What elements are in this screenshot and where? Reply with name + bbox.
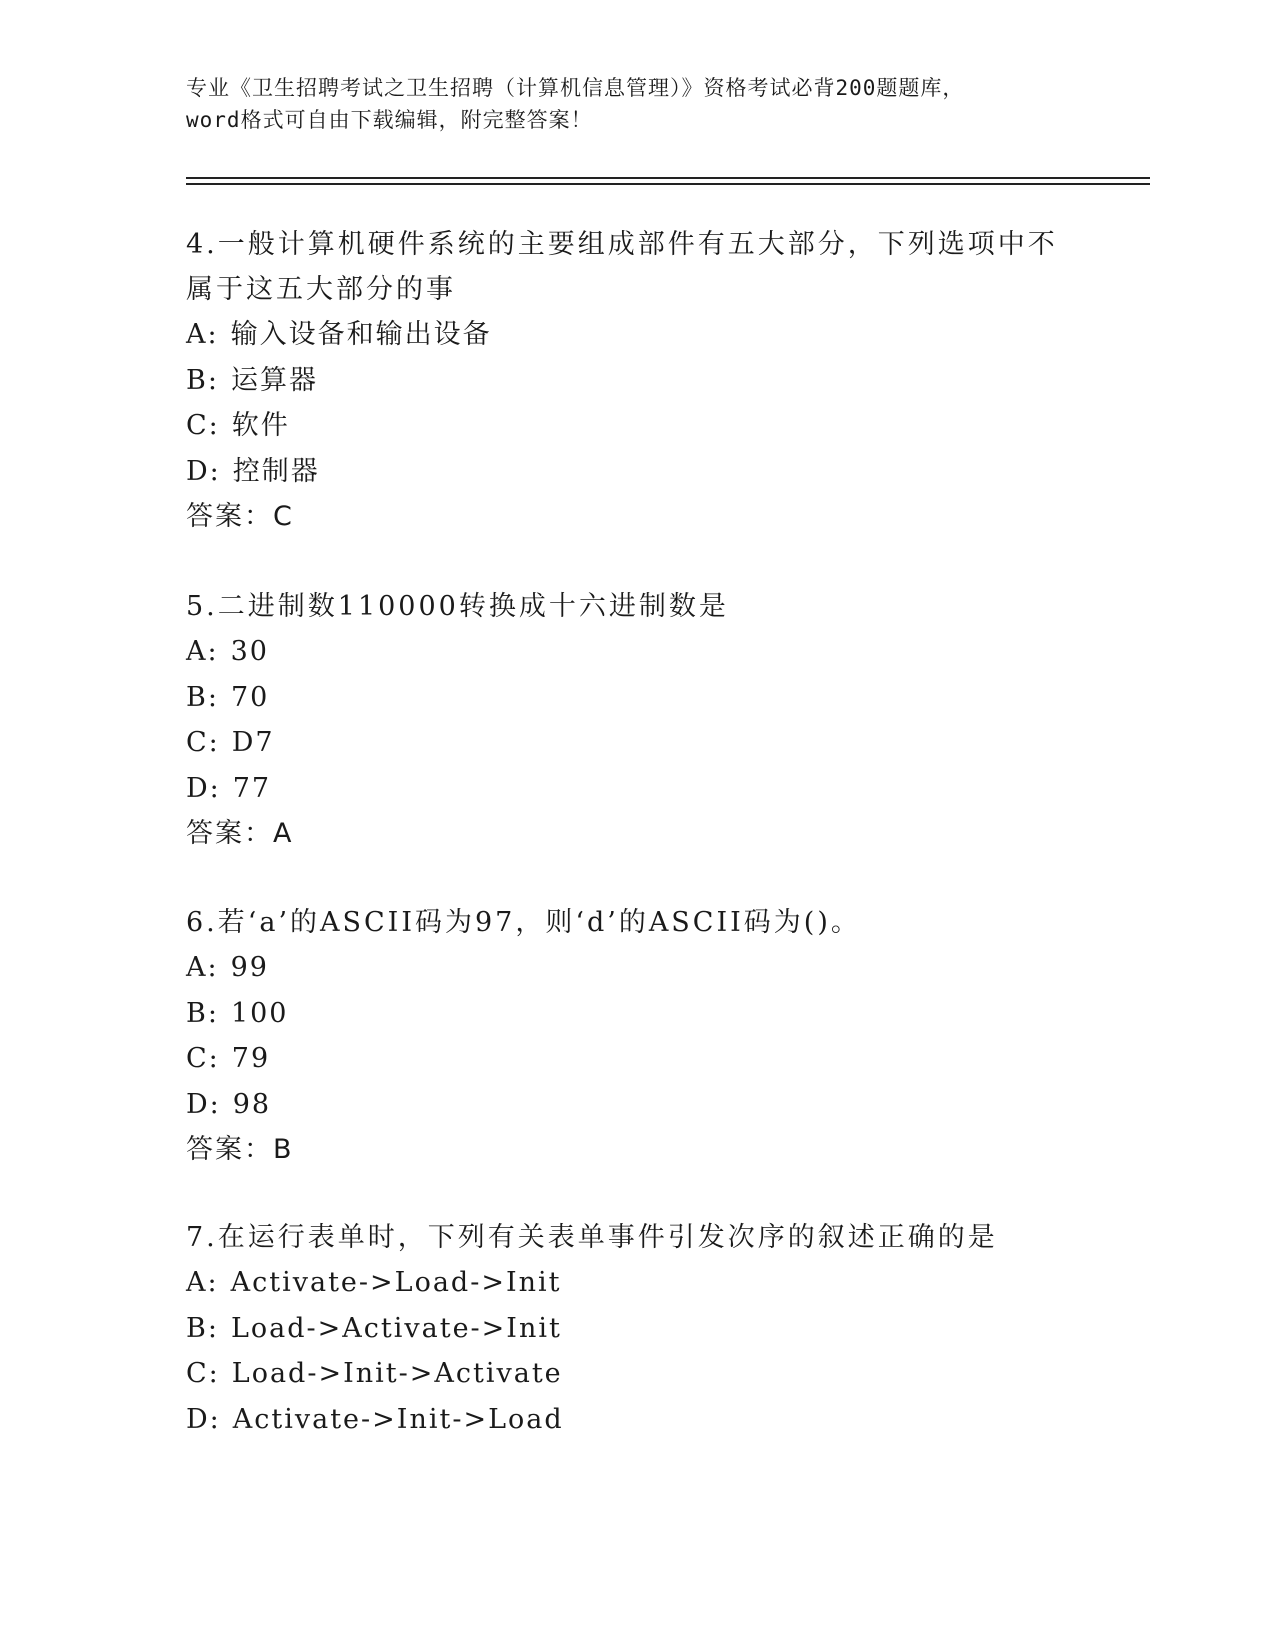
option-text: 100 <box>230 997 289 1029</box>
header-line-1: 专业《卫生招聘考试之卫生招聘（计算机信息管理）》资格考试必背200题题库， <box>186 76 965 100</box>
option-text: 30 <box>230 636 269 667</box>
option-text: 98 <box>232 1088 272 1120</box>
question-7 <box>186 1215 1186 1442</box>
question-text: 5.二进制数110000转换成十六进制数是 <box>186 591 729 622</box>
option-letter: A: <box>186 319 219 350</box>
question-text: 7.在运行表单时，下列有关表单事件引发次序的叙述正确的是 <box>186 1222 998 1253</box>
option-d <box>186 766 1186 812</box>
option-letter: A: <box>186 1267 219 1298</box>
option-text: Activate->Init->Load <box>232 1403 564 1435</box>
option-letter: C: <box>186 1043 220 1074</box>
option-letter: D: <box>186 772 221 804</box>
answer: 答案：B <box>186 1134 294 1165</box>
document-header <box>186 72 1086 136</box>
option-letter: C: <box>186 1358 220 1389</box>
option-b <box>186 991 1186 1037</box>
option-a <box>186 1260 1186 1306</box>
option-text: D7 <box>231 727 275 758</box>
option-c <box>186 720 1186 766</box>
option-text: 99 <box>230 952 269 983</box>
question-text: 4.一般计算机硬件系统的主要组成部件有五大部分，下列选项中不属于这五大部分的事 <box>186 229 1058 305</box>
option-a <box>186 312 1186 358</box>
option-b <box>186 675 1186 721</box>
question-4 <box>186 222 1186 540</box>
option-letter: D: <box>186 1088 221 1120</box>
option-letter: C: <box>186 727 220 758</box>
question-text: 6.若‘a’的ASCII码为97，则‘d’的ASCII码为()。 <box>186 907 861 938</box>
option-text: 77 <box>232 772 272 804</box>
option-text: Load->Init->Activate <box>231 1358 563 1389</box>
option-d <box>186 1397 1186 1443</box>
option-text: Load->Activate->Init <box>230 1312 562 1344</box>
option-text: 70 <box>230 681 270 713</box>
answer: 答案：A <box>186 818 294 849</box>
option-letter: B: <box>186 997 219 1029</box>
option-letter: D: <box>186 1403 221 1435</box>
option-text: 运算器 <box>230 364 318 396</box>
option-letter: B: <box>186 681 219 713</box>
option-text: Activate->Load->Init <box>230 1267 562 1298</box>
option-letter: B: <box>186 364 219 396</box>
option-c <box>186 1036 1186 1082</box>
header-line-2: word格式可自由下载编辑，附完整答案！ <box>186 108 593 132</box>
option-letter: C: <box>186 410 220 441</box>
option-a <box>186 945 1186 991</box>
header-divider-top <box>186 177 1150 179</box>
header-divider-bottom <box>186 183 1150 185</box>
option-text: 输入设备和输出设备 <box>230 319 492 350</box>
option-c <box>186 403 1186 449</box>
option-letter: A: <box>186 952 219 983</box>
option-d <box>186 1082 1186 1128</box>
answer: 答案：C <box>186 501 294 532</box>
option-text: 软件 <box>231 410 290 441</box>
option-d <box>186 449 1186 495</box>
option-c <box>186 1351 1186 1397</box>
option-letter: D: <box>186 455 221 487</box>
option-b <box>186 358 1186 404</box>
option-text: 控制器 <box>232 455 320 487</box>
option-text: 79 <box>231 1043 271 1074</box>
question-5 <box>186 584 1186 857</box>
question-6 <box>186 900 1186 1173</box>
option-letter: A: <box>186 636 219 667</box>
option-letter: B: <box>186 1312 219 1344</box>
option-b <box>186 1306 1186 1352</box>
option-a <box>186 629 1186 675</box>
